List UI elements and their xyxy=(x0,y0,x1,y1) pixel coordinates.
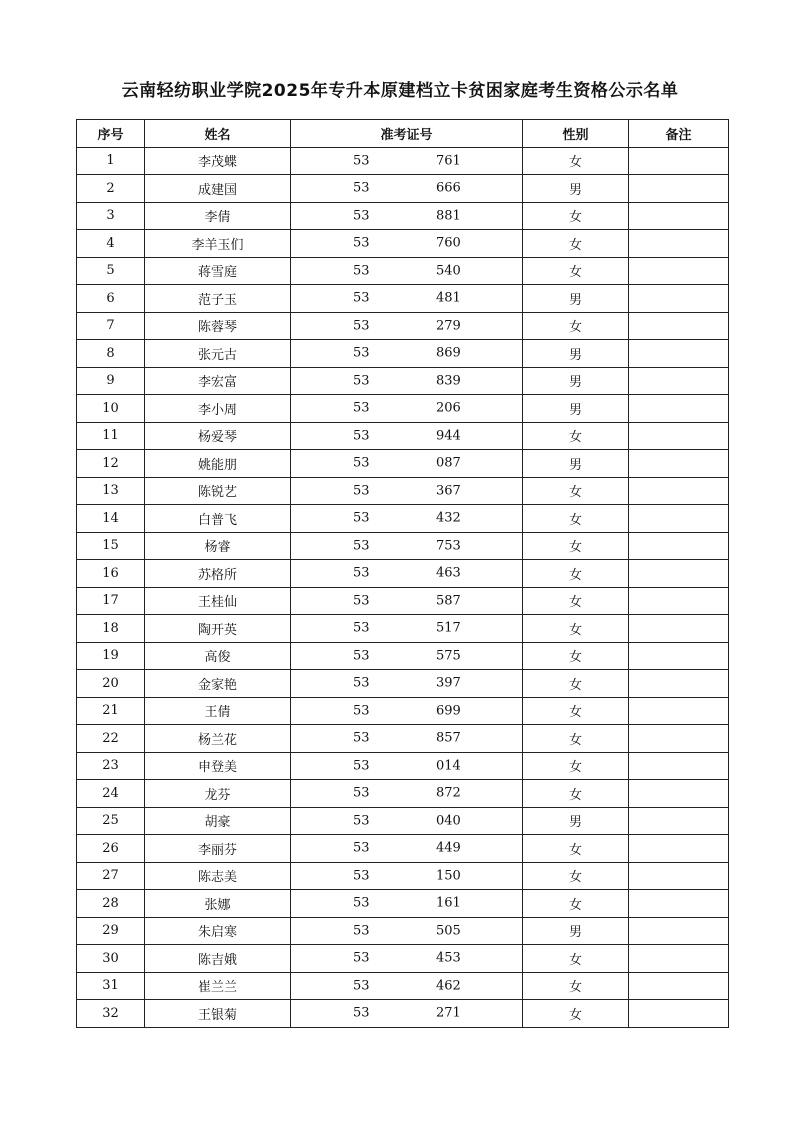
candidate-table xyxy=(76,119,729,1028)
cell-seq: 6 xyxy=(77,285,145,313)
cell-remark xyxy=(629,230,729,258)
exam-id-suffix: 869 xyxy=(436,345,461,361)
cell-exam-id xyxy=(291,422,523,450)
cell-name: 王桂仙 xyxy=(145,587,291,615)
cell-name: 李羊玉们 xyxy=(145,230,291,258)
cell-exam-id xyxy=(291,807,523,835)
exam-id-suffix: 857 xyxy=(436,730,461,746)
cell-exam-id xyxy=(291,532,523,560)
table-row xyxy=(77,807,729,835)
cell-remark xyxy=(629,312,729,340)
exam-id-prefix: 53 xyxy=(353,950,370,966)
cell-gender: 女 xyxy=(523,725,629,753)
exam-id-suffix: 540 xyxy=(436,263,461,279)
header-remarks: 备注 xyxy=(629,120,729,148)
cell-remark xyxy=(629,615,729,643)
cell-seq: 18 xyxy=(77,615,145,643)
table-row xyxy=(77,835,729,863)
exam-id-prefix: 53 xyxy=(353,373,370,389)
table-row xyxy=(77,917,729,945)
cell-seq: 21 xyxy=(77,697,145,725)
exam-id-suffix: 453 xyxy=(436,950,461,966)
cell-remark xyxy=(629,202,729,230)
cell-gender: 女 xyxy=(523,257,629,285)
cell-name: 杨睿 xyxy=(145,532,291,560)
exam-id-prefix: 53 xyxy=(353,290,370,306)
cell-remark xyxy=(629,560,729,588)
cell-remark xyxy=(629,642,729,670)
table-row xyxy=(77,395,729,423)
exam-id-suffix: 271 xyxy=(436,1005,461,1021)
exam-id-suffix: 449 xyxy=(436,840,461,856)
cell-exam-id xyxy=(291,917,523,945)
cell-remark xyxy=(629,422,729,450)
cell-exam-id xyxy=(291,285,523,313)
cell-seq: 30 xyxy=(77,945,145,973)
table-row xyxy=(77,890,729,918)
exam-id-prefix: 53 xyxy=(353,235,370,251)
cell-name: 胡豪 xyxy=(145,807,291,835)
cell-remark xyxy=(629,725,729,753)
cell-gender: 男 xyxy=(523,807,629,835)
table-row xyxy=(77,230,729,258)
cell-gender: 女 xyxy=(523,202,629,230)
cell-exam-id xyxy=(291,890,523,918)
cell-remark xyxy=(629,395,729,423)
cell-name: 陈吉娥 xyxy=(145,945,291,973)
exam-id-suffix: 087 xyxy=(436,455,461,471)
table-row xyxy=(77,450,729,478)
table-body xyxy=(77,147,729,1027)
cell-exam-id xyxy=(291,1000,523,1028)
exam-id-suffix: 161 xyxy=(436,895,461,911)
exam-id-prefix: 53 xyxy=(353,455,370,471)
exam-id-prefix: 53 xyxy=(353,208,370,224)
cell-remark xyxy=(629,1000,729,1028)
exam-id-prefix: 53 xyxy=(353,813,370,829)
exam-id-suffix: 761 xyxy=(436,153,461,169)
exam-id-suffix: 839 xyxy=(436,373,461,389)
exam-id-suffix: 206 xyxy=(436,400,461,416)
cell-seq: 20 xyxy=(77,670,145,698)
cell-name: 陈志美 xyxy=(145,862,291,890)
exam-id-suffix: 462 xyxy=(436,978,461,994)
exam-id-prefix: 53 xyxy=(353,730,370,746)
cell-name: 张娜 xyxy=(145,890,291,918)
cell-gender: 女 xyxy=(523,505,629,533)
cell-gender: 女 xyxy=(523,890,629,918)
cell-name: 金家艳 xyxy=(145,670,291,698)
cell-name: 蒋雪庭 xyxy=(145,257,291,285)
cell-exam-id xyxy=(291,862,523,890)
cell-gender: 女 xyxy=(523,477,629,505)
exam-id-suffix: 753 xyxy=(436,538,461,554)
exam-id-suffix: 666 xyxy=(436,180,461,196)
cell-remark xyxy=(629,147,729,175)
exam-id-prefix: 53 xyxy=(353,895,370,911)
cell-seq: 25 xyxy=(77,807,145,835)
cell-remark xyxy=(629,670,729,698)
table-row xyxy=(77,1000,729,1028)
cell-name: 李丽芬 xyxy=(145,835,291,863)
cell-gender: 女 xyxy=(523,835,629,863)
cell-name: 王银菊 xyxy=(145,1000,291,1028)
exam-id-suffix: 517 xyxy=(436,620,461,636)
cell-seq: 27 xyxy=(77,862,145,890)
exam-id-suffix: 432 xyxy=(436,510,461,526)
table-row xyxy=(77,752,729,780)
cell-name: 李茂蝶 xyxy=(145,147,291,175)
header-exam-id: 准考证号 xyxy=(291,120,523,148)
cell-gender: 男 xyxy=(523,395,629,423)
exam-id-prefix: 53 xyxy=(353,675,370,691)
cell-exam-id xyxy=(291,340,523,368)
exam-id-suffix: 463 xyxy=(436,565,461,581)
cell-gender: 男 xyxy=(523,340,629,368)
exam-id-prefix: 53 xyxy=(353,400,370,416)
cell-remark xyxy=(629,340,729,368)
cell-gender: 女 xyxy=(523,312,629,340)
exam-id-prefix: 53 xyxy=(353,978,370,994)
cell-seq: 32 xyxy=(77,1000,145,1028)
cell-remark xyxy=(629,450,729,478)
cell-name: 范子玉 xyxy=(145,285,291,313)
cell-exam-id xyxy=(291,202,523,230)
cell-gender: 男 xyxy=(523,917,629,945)
cell-remark xyxy=(629,285,729,313)
table-row xyxy=(77,367,729,395)
exam-id-suffix: 872 xyxy=(436,785,461,801)
exam-id-prefix: 53 xyxy=(353,318,370,334)
table-row xyxy=(77,532,729,560)
cell-name: 成建国 xyxy=(145,175,291,203)
exam-id-prefix: 53 xyxy=(353,538,370,554)
cell-gender: 男 xyxy=(523,175,629,203)
exam-id-prefix: 53 xyxy=(353,620,370,636)
cell-name: 崔兰兰 xyxy=(145,972,291,1000)
cell-seq: 26 xyxy=(77,835,145,863)
table-row xyxy=(77,587,729,615)
cell-gender: 女 xyxy=(523,780,629,808)
cell-seq: 8 xyxy=(77,340,145,368)
exam-id-suffix: 881 xyxy=(436,208,461,224)
cell-exam-id xyxy=(291,257,523,285)
cell-name: 陶开英 xyxy=(145,615,291,643)
cell-gender: 女 xyxy=(523,560,629,588)
cell-exam-id xyxy=(291,175,523,203)
cell-seq: 19 xyxy=(77,642,145,670)
cell-seq: 28 xyxy=(77,890,145,918)
cell-gender: 女 xyxy=(523,862,629,890)
cell-seq: 17 xyxy=(77,587,145,615)
cell-seq: 16 xyxy=(77,560,145,588)
cell-gender: 男 xyxy=(523,285,629,313)
table-row xyxy=(77,477,729,505)
cell-gender: 女 xyxy=(523,697,629,725)
exam-id-suffix: 587 xyxy=(436,593,461,609)
cell-exam-id xyxy=(291,367,523,395)
cell-remark xyxy=(629,257,729,285)
cell-exam-id xyxy=(291,835,523,863)
cell-seq: 24 xyxy=(77,780,145,808)
exam-id-prefix: 53 xyxy=(353,785,370,801)
exam-id-suffix: 699 xyxy=(436,703,461,719)
table-row xyxy=(77,862,729,890)
cell-remark xyxy=(629,175,729,203)
cell-name: 杨兰花 xyxy=(145,725,291,753)
table-row xyxy=(77,147,729,175)
table-row xyxy=(77,285,729,313)
cell-seq: 7 xyxy=(77,312,145,340)
cell-seq: 11 xyxy=(77,422,145,450)
table-row xyxy=(77,725,729,753)
cell-remark xyxy=(629,532,729,560)
cell-name: 姚能朋 xyxy=(145,450,291,478)
cell-name: 朱启寒 xyxy=(145,917,291,945)
cell-remark xyxy=(629,752,729,780)
cell-remark xyxy=(629,477,729,505)
cell-remark xyxy=(629,835,729,863)
exam-id-suffix: 481 xyxy=(436,290,461,306)
cell-seq: 2 xyxy=(77,175,145,203)
cell-exam-id xyxy=(291,505,523,533)
exam-id-suffix: 575 xyxy=(436,648,461,664)
cell-gender: 女 xyxy=(523,670,629,698)
cell-gender: 女 xyxy=(523,1000,629,1028)
cell-remark xyxy=(629,945,729,973)
exam-id-prefix: 53 xyxy=(353,510,370,526)
table-row xyxy=(77,780,729,808)
cell-gender: 女 xyxy=(523,615,629,643)
exam-id-prefix: 53 xyxy=(353,263,370,279)
table-row xyxy=(77,945,729,973)
cell-name: 苏格所 xyxy=(145,560,291,588)
exam-id-prefix: 53 xyxy=(353,758,370,774)
cell-remark xyxy=(629,917,729,945)
header-name: 姓名 xyxy=(145,120,291,148)
cell-seq: 4 xyxy=(77,230,145,258)
cell-exam-id xyxy=(291,615,523,643)
cell-remark xyxy=(629,367,729,395)
exam-id-prefix: 53 xyxy=(353,180,370,196)
exam-id-suffix: 150 xyxy=(436,868,461,884)
exam-id-prefix: 53 xyxy=(353,428,370,444)
cell-seq: 13 xyxy=(77,477,145,505)
cell-name: 陈蓉琴 xyxy=(145,312,291,340)
cell-exam-id xyxy=(291,312,523,340)
cell-seq: 3 xyxy=(77,202,145,230)
cell-exam-id xyxy=(291,725,523,753)
table-row xyxy=(77,312,729,340)
cell-seq: 22 xyxy=(77,725,145,753)
cell-seq: 12 xyxy=(77,450,145,478)
table-row xyxy=(77,615,729,643)
cell-name: 龙芬 xyxy=(145,780,291,808)
cell-exam-id xyxy=(291,780,523,808)
cell-gender: 女 xyxy=(523,752,629,780)
cell-seq: 23 xyxy=(77,752,145,780)
exam-id-prefix: 53 xyxy=(353,483,370,499)
header-seq: 序号 xyxy=(77,120,145,148)
table-row xyxy=(77,422,729,450)
exam-id-prefix: 53 xyxy=(353,565,370,581)
exam-id-suffix: 760 xyxy=(436,235,461,251)
header-gender: 性别 xyxy=(523,120,629,148)
cell-name: 李小周 xyxy=(145,395,291,423)
exam-id-prefix: 53 xyxy=(353,648,370,664)
cell-remark xyxy=(629,697,729,725)
exam-id-prefix: 53 xyxy=(353,153,370,169)
exam-id-suffix: 040 xyxy=(436,813,461,829)
cell-remark xyxy=(629,862,729,890)
cell-exam-id xyxy=(291,450,523,478)
cell-exam-id xyxy=(291,230,523,258)
exam-id-prefix: 53 xyxy=(353,923,370,939)
exam-id-prefix: 53 xyxy=(353,840,370,856)
exam-id-suffix: 279 xyxy=(436,318,461,334)
cell-name: 陈锐艺 xyxy=(145,477,291,505)
exam-id-prefix: 53 xyxy=(353,345,370,361)
exam-id-suffix: 505 xyxy=(436,923,461,939)
cell-exam-id xyxy=(291,642,523,670)
cell-gender: 女 xyxy=(523,230,629,258)
cell-name: 王倩 xyxy=(145,697,291,725)
exam-id-suffix: 014 xyxy=(436,758,461,774)
cell-name: 张元古 xyxy=(145,340,291,368)
cell-exam-id xyxy=(291,587,523,615)
table-row xyxy=(77,257,729,285)
exam-id-suffix: 397 xyxy=(436,675,461,691)
cell-seq: 15 xyxy=(77,532,145,560)
cell-seq: 10 xyxy=(77,395,145,423)
exam-id-prefix: 53 xyxy=(353,703,370,719)
cell-exam-id xyxy=(291,395,523,423)
cell-remark xyxy=(629,972,729,1000)
cell-name: 杨爱琴 xyxy=(145,422,291,450)
table-row xyxy=(77,697,729,725)
cell-exam-id xyxy=(291,477,523,505)
cell-name: 申登美 xyxy=(145,752,291,780)
cell-gender: 女 xyxy=(523,147,629,175)
exam-id-prefix: 53 xyxy=(353,593,370,609)
cell-remark xyxy=(629,505,729,533)
cell-exam-id xyxy=(291,697,523,725)
cell-exam-id xyxy=(291,560,523,588)
cell-exam-id xyxy=(291,752,523,780)
cell-remark xyxy=(629,890,729,918)
cell-remark xyxy=(629,780,729,808)
exam-id-prefix: 53 xyxy=(353,1005,370,1021)
document-title: 云南轻纺职业学院2025年专升本原建档立卡贫困家庭考生资格公示名单 xyxy=(121,81,679,101)
cell-remark xyxy=(629,807,729,835)
table-row xyxy=(77,202,729,230)
cell-gender: 男 xyxy=(523,450,629,478)
cell-seq: 29 xyxy=(77,917,145,945)
cell-name: 白普飞 xyxy=(145,505,291,533)
cell-gender: 女 xyxy=(523,972,629,1000)
exam-id-suffix: 944 xyxy=(436,428,461,444)
cell-gender: 男 xyxy=(523,367,629,395)
cell-seq: 1 xyxy=(77,147,145,175)
table-row xyxy=(77,340,729,368)
table-row xyxy=(77,642,729,670)
cell-gender: 女 xyxy=(523,945,629,973)
cell-gender: 女 xyxy=(523,587,629,615)
cell-gender: 女 xyxy=(523,642,629,670)
table-row xyxy=(77,505,729,533)
table-row xyxy=(77,670,729,698)
cell-name: 李宏富 xyxy=(145,367,291,395)
cell-seq: 14 xyxy=(77,505,145,533)
exam-id-suffix: 367 xyxy=(436,483,461,499)
cell-seq: 5 xyxy=(77,257,145,285)
cell-exam-id xyxy=(291,972,523,1000)
cell-gender: 女 xyxy=(523,532,629,560)
cell-exam-id xyxy=(291,670,523,698)
cell-name: 高俊 xyxy=(145,642,291,670)
table-row xyxy=(77,972,729,1000)
exam-id-prefix: 53 xyxy=(353,868,370,884)
cell-name: 李倩 xyxy=(145,202,291,230)
table-header-row xyxy=(77,120,729,148)
cell-exam-id xyxy=(291,945,523,973)
cell-exam-id xyxy=(291,147,523,175)
table-row xyxy=(77,560,729,588)
cell-seq: 31 xyxy=(77,972,145,1000)
cell-remark xyxy=(629,587,729,615)
table-row xyxy=(77,175,729,203)
cell-gender: 女 xyxy=(523,422,629,450)
cell-seq: 9 xyxy=(77,367,145,395)
